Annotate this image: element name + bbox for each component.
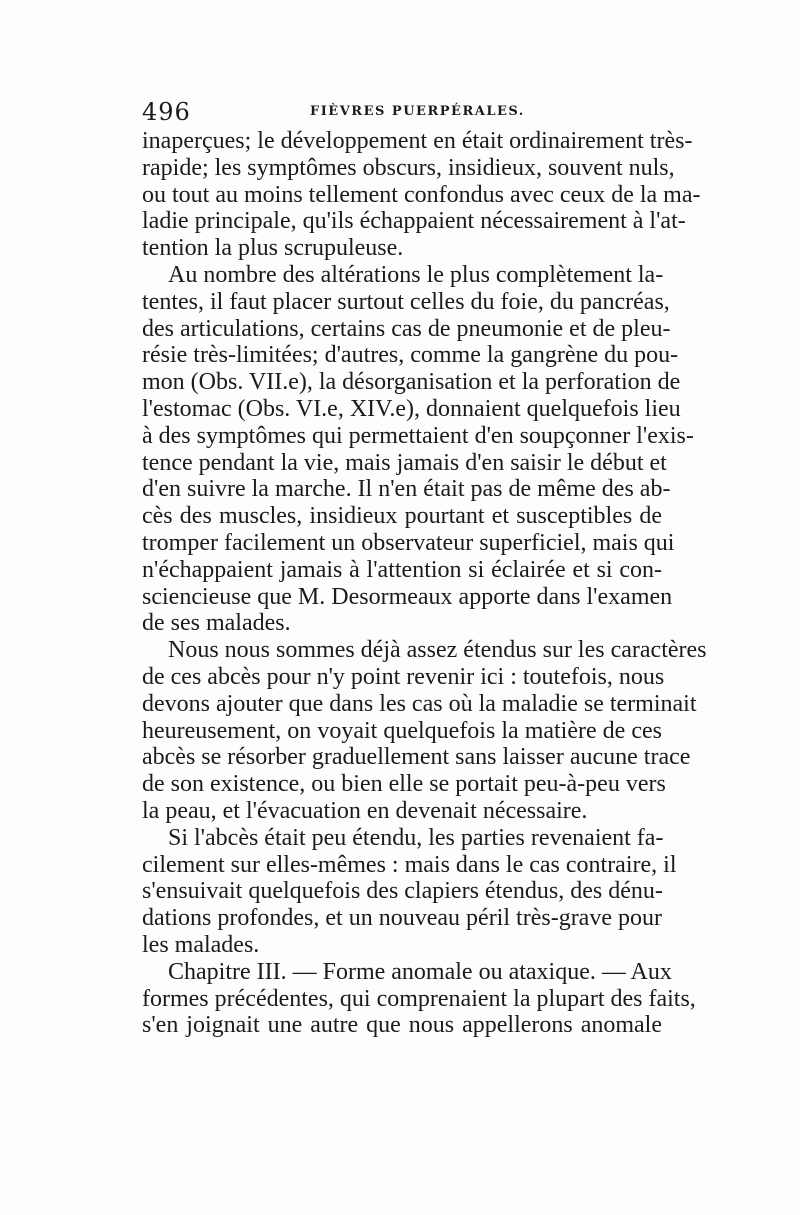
text-line: d'en suivre la marche. Il n'en était pas de même des ab-: [142, 476, 671, 503]
text-line: cilement sur elles-mêmes : mais dans le cas contraire, il: [142, 851, 677, 878]
text-line: heureusement, on voyait quelquefois la matière de ces: [142, 717, 662, 744]
text-line: abcès se résorber graduellement sans laisser aucune trace: [142, 744, 691, 771]
text-line: dations profondes, et un nouveau péril très-grave pour: [142, 905, 662, 932]
text-line: de son existence, ou bien elle se portait peu-à-peu vers: [142, 771, 666, 798]
text-line: mon (Obs. VII.e), la désorganisation et la perforation de: [142, 369, 681, 396]
text-line: des articulations, certains cas de pneumonie et de pleu-: [142, 315, 671, 342]
text-line: inaperçues; le développement en était ordinairement très-: [142, 128, 693, 154]
text-line: ladie principale, qu'ils échappaient nécessairement à l'at-: [142, 208, 686, 235]
text-line: les malades.: [142, 931, 260, 958]
text-line: tence pendant la vie, mais jamais d'en saisir le début et: [142, 449, 667, 476]
text-line: à des symptômes qui permettaient d'en soupçonner l'exis-: [142, 422, 694, 449]
text-line: la peau, et l'évacuation en devenait nécessaire.: [142, 797, 588, 824]
text-line: de ces abcès pour n'y point revenir ici : toutefois, nous: [142, 663, 665, 690]
text-line: résie très-limitées; d'autres, comme la gangrène du pou-: [142, 342, 679, 369]
running-head: FIÈVRES PUERPÉRALES.: [310, 104, 525, 119]
text-line: sciencieuse que M. Desormeaux apporte dans l'examen: [142, 583, 673, 610]
text-line: cès des muscles, insidieux pourtant et susceptibles de: [142, 503, 662, 530]
text-line: Au nombre des altérations le plus complètement la-: [168, 261, 664, 288]
text-line: s'en joignait une autre que nous appellerons anomale: [142, 1012, 662, 1039]
body-text: [142, 128, 707, 1039]
text-line: l'estomac (Obs. VI.e, XIV.e), donnaient quelquefois lieu: [142, 395, 681, 422]
page-number: 496: [142, 98, 191, 126]
text-line: tention la plus scrupuleuse.: [142, 235, 404, 262]
text-line: s'ensuivait quelquefois des clapiers étendus, des dénu-: [142, 878, 663, 905]
text-line: tromper facilement un observateur superficiel, mais qui: [142, 529, 675, 556]
text-line: devons ajouter que dans les cas où la maladie se terminait: [142, 690, 697, 717]
text-line: Chapitre III. — Forme anomale ou ataxique. — Aux: [168, 958, 672, 985]
text-line: Nous nous sommes déjà assez étendus sur les caractères: [168, 637, 707, 664]
page-header: [142, 98, 662, 128]
text-line: Si l'abcès était peu étendu, les parties revenaient fa-: [168, 824, 664, 851]
text-line: rapide; les symptômes obscurs, insidieux, souvent nuls,: [142, 154, 675, 181]
text-line: n'échappaient jamais à l'attention si éclairée et si con-: [142, 556, 662, 583]
text-line: ou tout au moins tellement confondus avec ceux de la ma-: [142, 181, 701, 208]
text-line: tentes, il faut placer surtout celles du foie, du pancréas,: [142, 288, 670, 315]
text-line: formes précédentes, qui comprenaient la plupart des faits,: [142, 985, 696, 1012]
text-line: de ses malades.: [142, 610, 291, 637]
